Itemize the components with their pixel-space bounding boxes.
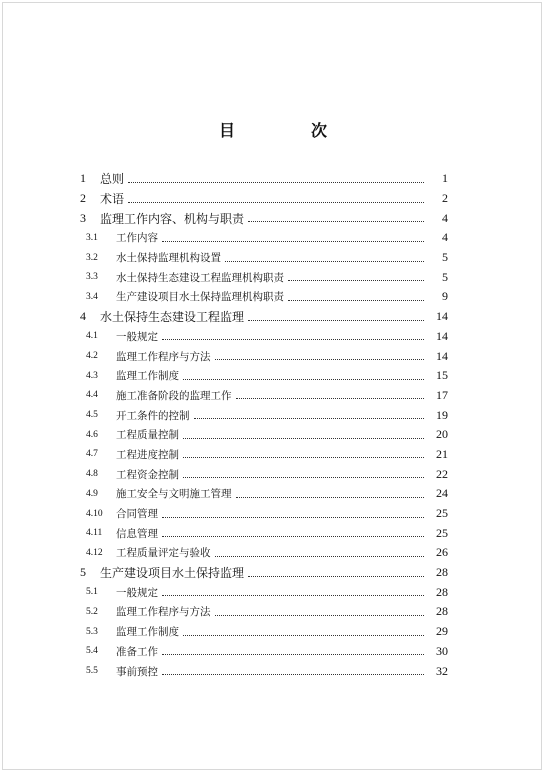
toc-section-entry[interactable]	[76, 267, 448, 287]
toc-entry-number: 5	[80, 565, 86, 580]
toc-entry-page: 32	[436, 663, 448, 678]
toc-entry-page: 14	[436, 348, 448, 363]
toc-entry-number: 4.12	[86, 547, 103, 558]
toc-entry-number: 1	[80, 171, 86, 186]
toc-entry-page: 26	[436, 545, 448, 560]
toc-section-entry[interactable]	[76, 582, 448, 602]
dot-leader	[183, 634, 424, 636]
toc-entry-number: 4	[80, 309, 86, 324]
toc-entry-number: 4.4	[86, 390, 98, 401]
toc-entry-title: 准备工作	[116, 645, 158, 658]
toc-entry-number: 4.6	[86, 429, 98, 440]
toc-entry-page: 19	[436, 407, 448, 422]
toc-entry-page: 30	[436, 643, 448, 658]
toc-entry-page: 28	[436, 565, 448, 580]
toc-section-entry[interactable]	[76, 622, 448, 642]
toc-entry-number: 3.3	[86, 272, 98, 283]
toc-entry-title: 生产建设项目水土保持监理	[100, 566, 245, 581]
dot-leader	[215, 555, 425, 557]
toc-entry-number: 4.1	[86, 331, 98, 342]
dot-leader	[288, 299, 424, 301]
page-title: 目 次	[218, 121, 357, 140]
dot-leader	[248, 319, 424, 321]
toc-entry-title: 工程质量控制	[116, 429, 179, 442]
toc-entry-title: 工作内容	[116, 232, 158, 245]
toc-section-entry[interactable]	[76, 504, 448, 524]
toc-section-entry[interactable]	[76, 287, 448, 307]
toc-entry-page: 25	[436, 506, 448, 521]
toc-entry-title: 水土保持监理机构设置	[116, 252, 221, 265]
toc-entry-title: 工程资金控制	[116, 468, 179, 481]
toc-entry-number: 2	[80, 191, 86, 206]
toc-entry-page: 24	[436, 486, 448, 501]
toc-entry-number: 5.5	[86, 666, 98, 677]
toc-section-entry[interactable]	[76, 366, 448, 386]
toc-entry-number: 3	[80, 210, 86, 225]
toc-entry-title: 一般规定	[116, 330, 158, 343]
toc-section-entry[interactable]	[76, 386, 448, 406]
toc-entry-page: 5	[442, 250, 448, 265]
toc-entry-page: 29	[436, 624, 448, 639]
toc-entry-title: 工程质量评定与验收	[116, 547, 211, 560]
toc-section-entry[interactable]	[76, 405, 448, 425]
toc-section-entry[interactable]	[76, 248, 448, 268]
toc-entry-title: 施工安全与文明施工管理	[116, 488, 232, 501]
toc-entry-title: 生产建设项目水土保持监理机构职责	[116, 291, 284, 304]
toc-section-entry[interactable]	[76, 228, 448, 248]
dot-leader	[194, 417, 425, 419]
toc-entry-page: 21	[436, 446, 448, 461]
toc-entry-number: 4.9	[86, 488, 98, 499]
toc-entry-title: 监理工作程序与方法	[116, 606, 211, 619]
toc-entry-title: 监理工作制度	[116, 370, 179, 383]
toc-section-entry[interactable]	[76, 445, 448, 465]
toc-entry-number: 4.8	[86, 469, 98, 480]
toc-entry-number: 5.2	[86, 606, 98, 617]
toc-entry-title: 合同管理	[116, 508, 158, 521]
toc-entry-number: 4.10	[86, 508, 103, 519]
toc-chapter-entry[interactable]	[76, 563, 448, 583]
dot-leader	[162, 240, 424, 242]
toc-entry-page: 15	[436, 368, 448, 383]
toc-section-entry[interactable]	[76, 543, 448, 563]
toc-entry-title: 事前预控	[116, 665, 158, 678]
toc-entry-title: 水土保持生态建设工程监理机构职责	[116, 271, 284, 284]
toc-section-entry[interactable]	[76, 602, 448, 622]
toc-entry-page: 14	[436, 309, 448, 324]
toc-entry-number: 4.5	[86, 410, 98, 421]
dot-leader	[236, 496, 425, 498]
dot-leader	[215, 358, 425, 360]
toc-entry-number: 5.3	[86, 626, 98, 637]
toc-entry-number: 4.11	[86, 528, 103, 539]
dot-leader	[183, 456, 424, 458]
dot-leader	[183, 437, 424, 439]
dot-leader	[183, 476, 424, 478]
toc-entry-page: 2	[442, 191, 448, 206]
table-of-contents	[76, 169, 448, 681]
toc-entry-page: 9	[442, 289, 448, 304]
toc-entry-page: 22	[436, 466, 448, 481]
dot-leader	[128, 201, 424, 203]
toc-section-entry[interactable]	[76, 425, 448, 445]
toc-entry-page: 4	[442, 230, 448, 245]
toc-entry-title: 开工条件的控制	[116, 409, 190, 422]
toc-entry-page: 17	[436, 387, 448, 402]
toc-entry-page: 25	[436, 525, 448, 540]
dot-leader	[162, 338, 424, 340]
dot-leader	[162, 535, 424, 537]
toc-entry-number: 5.4	[86, 646, 98, 657]
dot-leader	[248, 220, 424, 222]
dot-leader	[162, 653, 424, 655]
toc-section-entry[interactable]	[76, 642, 448, 662]
toc-section-entry[interactable]	[76, 484, 448, 504]
toc-entry-title: 工程进度控制	[116, 448, 179, 461]
toc-entry-title: 监理工作程序与方法	[116, 350, 211, 363]
toc-entry-page: 20	[436, 427, 448, 442]
toc-entry-number: 3.1	[86, 232, 98, 243]
toc-entry-page: 4	[442, 210, 448, 225]
dot-leader	[215, 614, 425, 616]
toc-entry-number: 4.3	[86, 370, 98, 381]
dot-leader	[183, 378, 424, 380]
dot-leader	[225, 260, 424, 262]
toc-entry-number: 4.7	[86, 449, 98, 460]
toc-entry-title: 一般规定	[116, 586, 158, 599]
toc-entry-number: 3.2	[86, 252, 98, 263]
dot-leader	[128, 181, 424, 183]
toc-entry-page: 5	[442, 269, 448, 284]
toc-section-entry[interactable]	[76, 346, 448, 366]
toc-section-entry[interactable]	[76, 327, 448, 347]
dot-leader	[162, 594, 424, 596]
toc-entry-page: 28	[436, 604, 448, 619]
toc-entry-number: 4.2	[86, 351, 98, 362]
toc-section-entry[interactable]	[76, 464, 448, 484]
toc-entry-page: 28	[436, 584, 448, 599]
toc-entry-title: 信息管理	[116, 527, 158, 540]
dot-leader	[288, 279, 424, 281]
toc-section-entry[interactable]	[76, 661, 448, 681]
toc-entry-number: 5.1	[86, 587, 98, 598]
toc-entry-number: 3.4	[86, 291, 98, 302]
toc-entry-page: 14	[436, 328, 448, 343]
toc-entry-title: 术语	[100, 192, 125, 207]
dot-leader	[236, 397, 425, 399]
toc-entry-title: 监理工作内容、机构与职责	[100, 211, 245, 226]
dot-leader	[248, 575, 424, 577]
toc-entry-page: 1	[442, 171, 448, 186]
toc-entry-title: 水土保持生态建设工程监理	[100, 310, 245, 325]
toc-entry-title: 监理工作制度	[116, 626, 179, 639]
toc-chapter-entry[interactable]	[76, 307, 448, 327]
toc-chapter-entry[interactable]	[76, 189, 448, 209]
toc-entry-title: 施工准备阶段的监理工作	[116, 389, 232, 402]
toc-entry-title: 总则	[100, 172, 125, 187]
toc-chapter-entry[interactable]	[76, 208, 448, 228]
dot-leader	[162, 673, 424, 675]
dot-leader	[162, 516, 424, 518]
toc-section-entry[interactable]	[76, 523, 448, 543]
toc-chapter-entry[interactable]	[76, 169, 448, 189]
